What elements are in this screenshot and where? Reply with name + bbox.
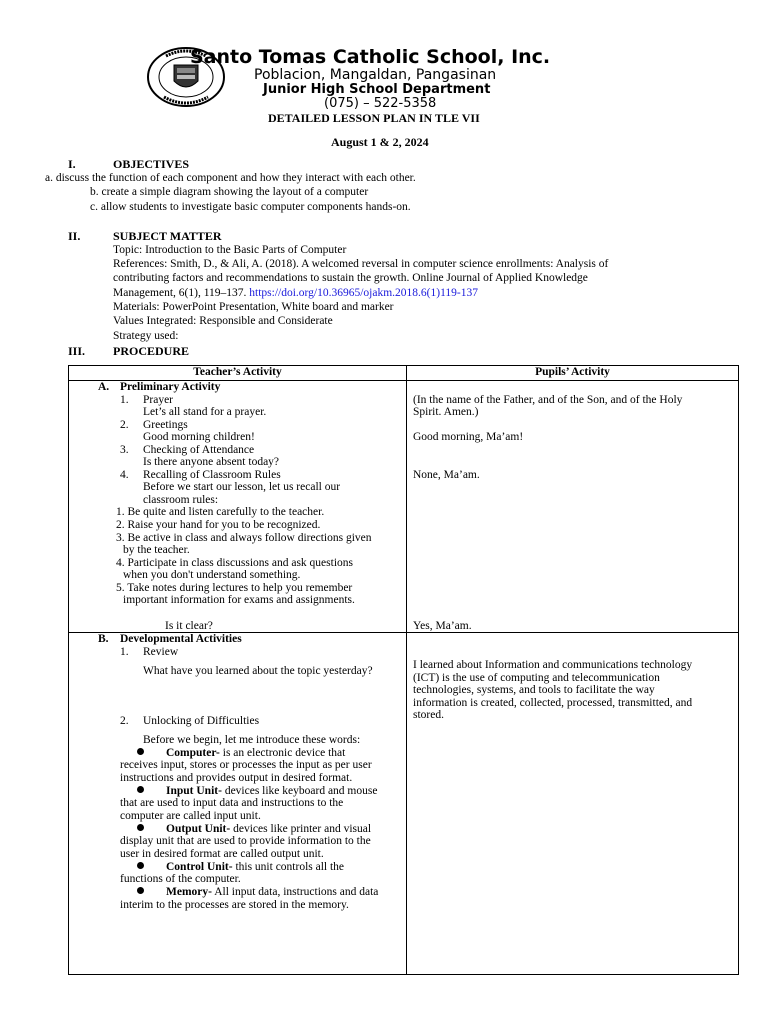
greetings-label: Greetings [143,419,188,431]
pupil-review-5: stored. [413,709,444,721]
term-memory-line-1 [137,886,378,899]
pupil-review-4: information is created, collected, processed, transmitted, and [413,697,693,709]
term-memory-def: All input data, instructions and data [211,886,379,898]
term-output-line-3: user in desired format are called output unit. [120,848,324,860]
developmental-pupils-cell [407,633,739,975]
term-output-line-2: display unit that are used to provide information to the [120,835,371,847]
term-input-line-3: computer are called input unit. [120,810,261,822]
reference-doi-link[interactable]: https://doi.org/10.36965/ojakm.2018.6(1)119-137 [249,287,478,299]
bullet-icon [137,862,144,869]
greetings-number: 2. [120,419,129,431]
dev-title: Developmental Activities [120,633,242,645]
reference-line-1: References: Smith, D., & Ali, A. (2018). A welcomed reversal in computer science enrollments: Analysis of [113,258,609,270]
rule-1: 1. Be quite and listen carefully to the teacher. [116,506,325,518]
term-computer-def: is an electronic device that [219,747,346,759]
dev-label: B. [98,633,109,645]
phone-number: (075) – 522-5358 [324,96,437,111]
pupil-greeting: Good morning, Ma’am! [413,431,524,443]
reference-line-2: contributing factors and recommendations to sustain the growth. Online Journal of Applied Knowledge [113,272,588,284]
prelim-title: Preliminary Activity [120,381,221,393]
preliminary-pupils-cell [407,381,739,633]
review-number: 1. [120,646,129,658]
prayer-number: 1. [120,394,129,406]
objective-b: b. create a simple diagram showing the layout of a computer [90,186,369,198]
prayer-text: Let’s all stand for a prayer. [143,406,267,418]
term-output-def: devices like printer and visual [230,823,372,835]
term-output: Output Unit- [166,823,231,835]
rule-3-line-2: by the teacher. [123,544,190,556]
procedure-table [68,365,739,975]
term-computer-line-3: instructions and provides output in desired format. [120,772,353,784]
lesson-date: August 1 & 2, 2024 [331,135,429,149]
rule-5-line-2: important information for exams and assignments. [123,594,355,606]
strategy-used: Strategy used: [113,330,179,342]
pupil-prayer-2: Spirit. Amen.) [413,406,479,418]
department: Junior High School Department [263,82,491,97]
term-memory: Memory- [166,886,212,898]
pupil-review-2: (ICT) is the use of computing and telecommunication [413,672,660,684]
subject-matter-number: II. [68,229,81,243]
rule-2: 2. Raise your hand for you to be recognized. [116,519,321,531]
preliminary-teacher-cell [69,381,407,633]
objective-a: a. discuss the function of each component and how they interact with each other. [45,172,416,184]
attendance-label: Checking of Attendance [143,444,255,456]
rules-number: 4. [120,469,129,481]
pupil-attendance: None, Ma’am. [413,469,480,481]
is-it-clear: Is it clear? [165,620,213,632]
prayer-label: Prayer [143,394,174,406]
values-integrated: Values Integrated: Responsible and Considerate [113,315,333,327]
term-input: Input Unit- [166,785,222,797]
review-question: What have you learned about the topic yesterday? [143,665,373,677]
rules-intro-2: classroom rules: [143,494,219,506]
term-input-line-2: that are used to input data and instructions to the [120,797,344,809]
pupil-prayer-1: (In the name of the Father, and of the Son, and of the Holy [413,394,683,406]
teacher-activity-header: Teacher’s Activity [69,366,407,381]
bullet-icon [137,887,144,894]
procedure-number: III. [68,344,86,358]
attendance-number: 3. [120,444,129,456]
rule-5-line-1: 5. Take notes during lectures to help you remember [116,582,353,594]
term-control-def: this unit controls all the [232,861,345,873]
term-computer: Computer- [166,747,220,759]
subject-matter-heading: SUBJECT MATTER [113,229,222,243]
rules-intro-1: Before we start our lesson, let us recall our [143,481,341,493]
term-input-def: devices like keyboard and mouse [221,785,378,797]
procedure-heading: PROCEDURE [113,344,190,358]
pupil-clear-reply: Yes, Ma’am. [413,620,472,632]
reference-citation-end: Management, 6(1), 119–137. [113,287,247,299]
review-label: Review [143,646,179,658]
school-address: Poblacion, Mangaldan, Pangasinan [254,67,497,83]
rule-4-line-1: 4. Participate in class discussions and ask questions [116,557,353,569]
bullet-icon [137,824,144,831]
term-control: Control Unit- [166,861,233,873]
bullet-icon [137,748,144,755]
school-name: Santo Tomas Catholic School, Inc. [190,46,551,68]
term-memory-line-2: interim to the processes are stored in the memory. [120,899,349,911]
rule-4-line-2: when you don't understand something. [123,569,301,581]
plan-title: DETAILED LESSON PLAN IN TLE VII [268,111,480,125]
topic: Topic: Introduction to the Basic Parts of Computer [113,244,347,256]
term-computer-line-2: receives input, stores or processes the input as per user [120,759,372,771]
bullet-icon [137,786,144,793]
prelim-label: A. [98,381,110,393]
attendance-text: Is there anyone absent today? [143,456,280,468]
term-control-line-2: functions of the computer. [120,873,241,885]
pupil-review-3: technologies, systems, and tools to facilitate the way [413,684,655,696]
unlocking-label: Unlocking of Difficulties [143,715,260,727]
reference-line-3 [113,287,478,299]
unlocking-number: 2. [120,715,129,727]
unlocking-intro: Before we begin, let me introduce these words: [143,734,361,746]
pupils-activity-header: Pupils’ Activity [407,366,739,381]
materials: Materials: PowerPoint Presentation, White board and marker [113,301,394,313]
objective-c: c. allow students to investigate basic computer components hands-on. [90,201,411,213]
objectives-heading: OBJECTIVES [113,157,190,171]
rule-3-line-1: 3. Be active in class and always follow directions given [116,532,372,544]
rules-label: Recalling of Classroom Rules [143,469,281,481]
greetings-text: Good morning children! [143,431,255,443]
developmental-teacher-cell [69,633,407,975]
pupil-review-1: I learned about Information and communications technology [413,659,693,671]
objectives-number: I. [68,157,76,171]
